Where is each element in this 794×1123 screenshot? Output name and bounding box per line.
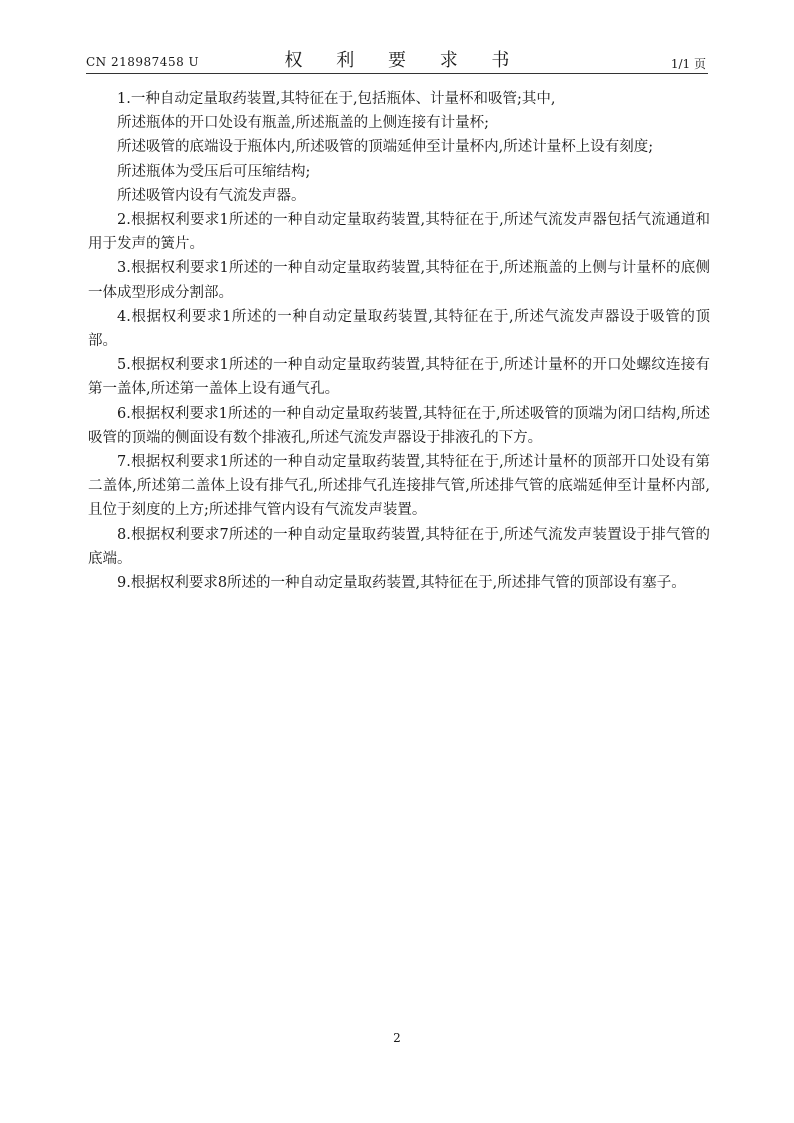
- claim-paragraph: 7.根据权利要求1所述的一种自动定量取药装置,其特征在于,所述计量杯的顶部开口处设有第二盖体,所述第二盖体上设有排气孔,所述排气孔连接排气管,所述排气管的底端延伸至计量杯内部,且位于刻度的上方;所述排气管内设有气流发声装置。: [88, 454, 710, 519]
- claim-paragraph: 所述瓶体为受压后可压缩结构;: [117, 163, 311, 180]
- patent-number: CN 218987458 U: [86, 55, 200, 69]
- page-indicator: 1/1 页: [670, 57, 706, 71]
- claim-paragraph: 6.根据权利要求1所述的一种自动定量取药装置,其特征在于,所述吸管的顶端为闭口结构,所述吸管的顶端的侧面设有数个排液孔,所述气流发声器设于排液孔的下方。: [88, 405, 710, 446]
- claim-paragraph: 所述吸管的底端设于瓶体内,所述吸管的顶端延伸至计量杯内,所述计量杯上设有刻度;: [117, 139, 654, 156]
- page-title: 权 利 要 求 书: [284, 50, 524, 71]
- claim-paragraph: 1.一种自动定量取药装置,其特征在于,包括瓶体、计量杯和吸管;其中,: [117, 91, 556, 107]
- claim-paragraph: 所述瓶体的开口处设有瓶盖,所述瓶盖的上侧连接有计量杯;: [117, 115, 489, 132]
- claim-paragraph: 5.根据权利要求1所述的一种自动定量取药装置,其特征在于,所述计量杯的开口处螺纹连接有第一盖体,所述第一盖体上设有通气孔。: [88, 357, 710, 398]
- claim-paragraph: 9.根据权利要求8所述的一种自动定量取药装置,其特征在于,所述排气管的顶部设有塞子。: [117, 575, 686, 592]
- page-number: 2: [393, 1031, 401, 1045]
- header-divider: [86, 73, 708, 74]
- claim-paragraph: 3.根据权利要求1所述的一种自动定量取药装置,其特征在于,所述瓶盖的上侧与计量杯的底侧一体成型形成分割部。: [88, 260, 710, 301]
- claim-paragraph: 所述吸管内设有气流发声器。: [117, 187, 306, 204]
- claim-paragraph: 2.根据权利要求1所述的一种自动定量取药装置,其特征在于,所述气流发声器包括气流通道和用于发声的簧片。: [88, 212, 710, 253]
- claim-paragraph: 8.根据权利要求7所述的一种自动定量取药装置,其特征在于,所述气流发声装置设于排气管的底端。: [88, 526, 710, 567]
- claims-body: [88, 87, 710, 595]
- claim-paragraph: 4.根据权利要求1所述的一种自动定量取药装置,其特征在于,所述气流发声器设于吸管的顶部。: [88, 308, 710, 350]
